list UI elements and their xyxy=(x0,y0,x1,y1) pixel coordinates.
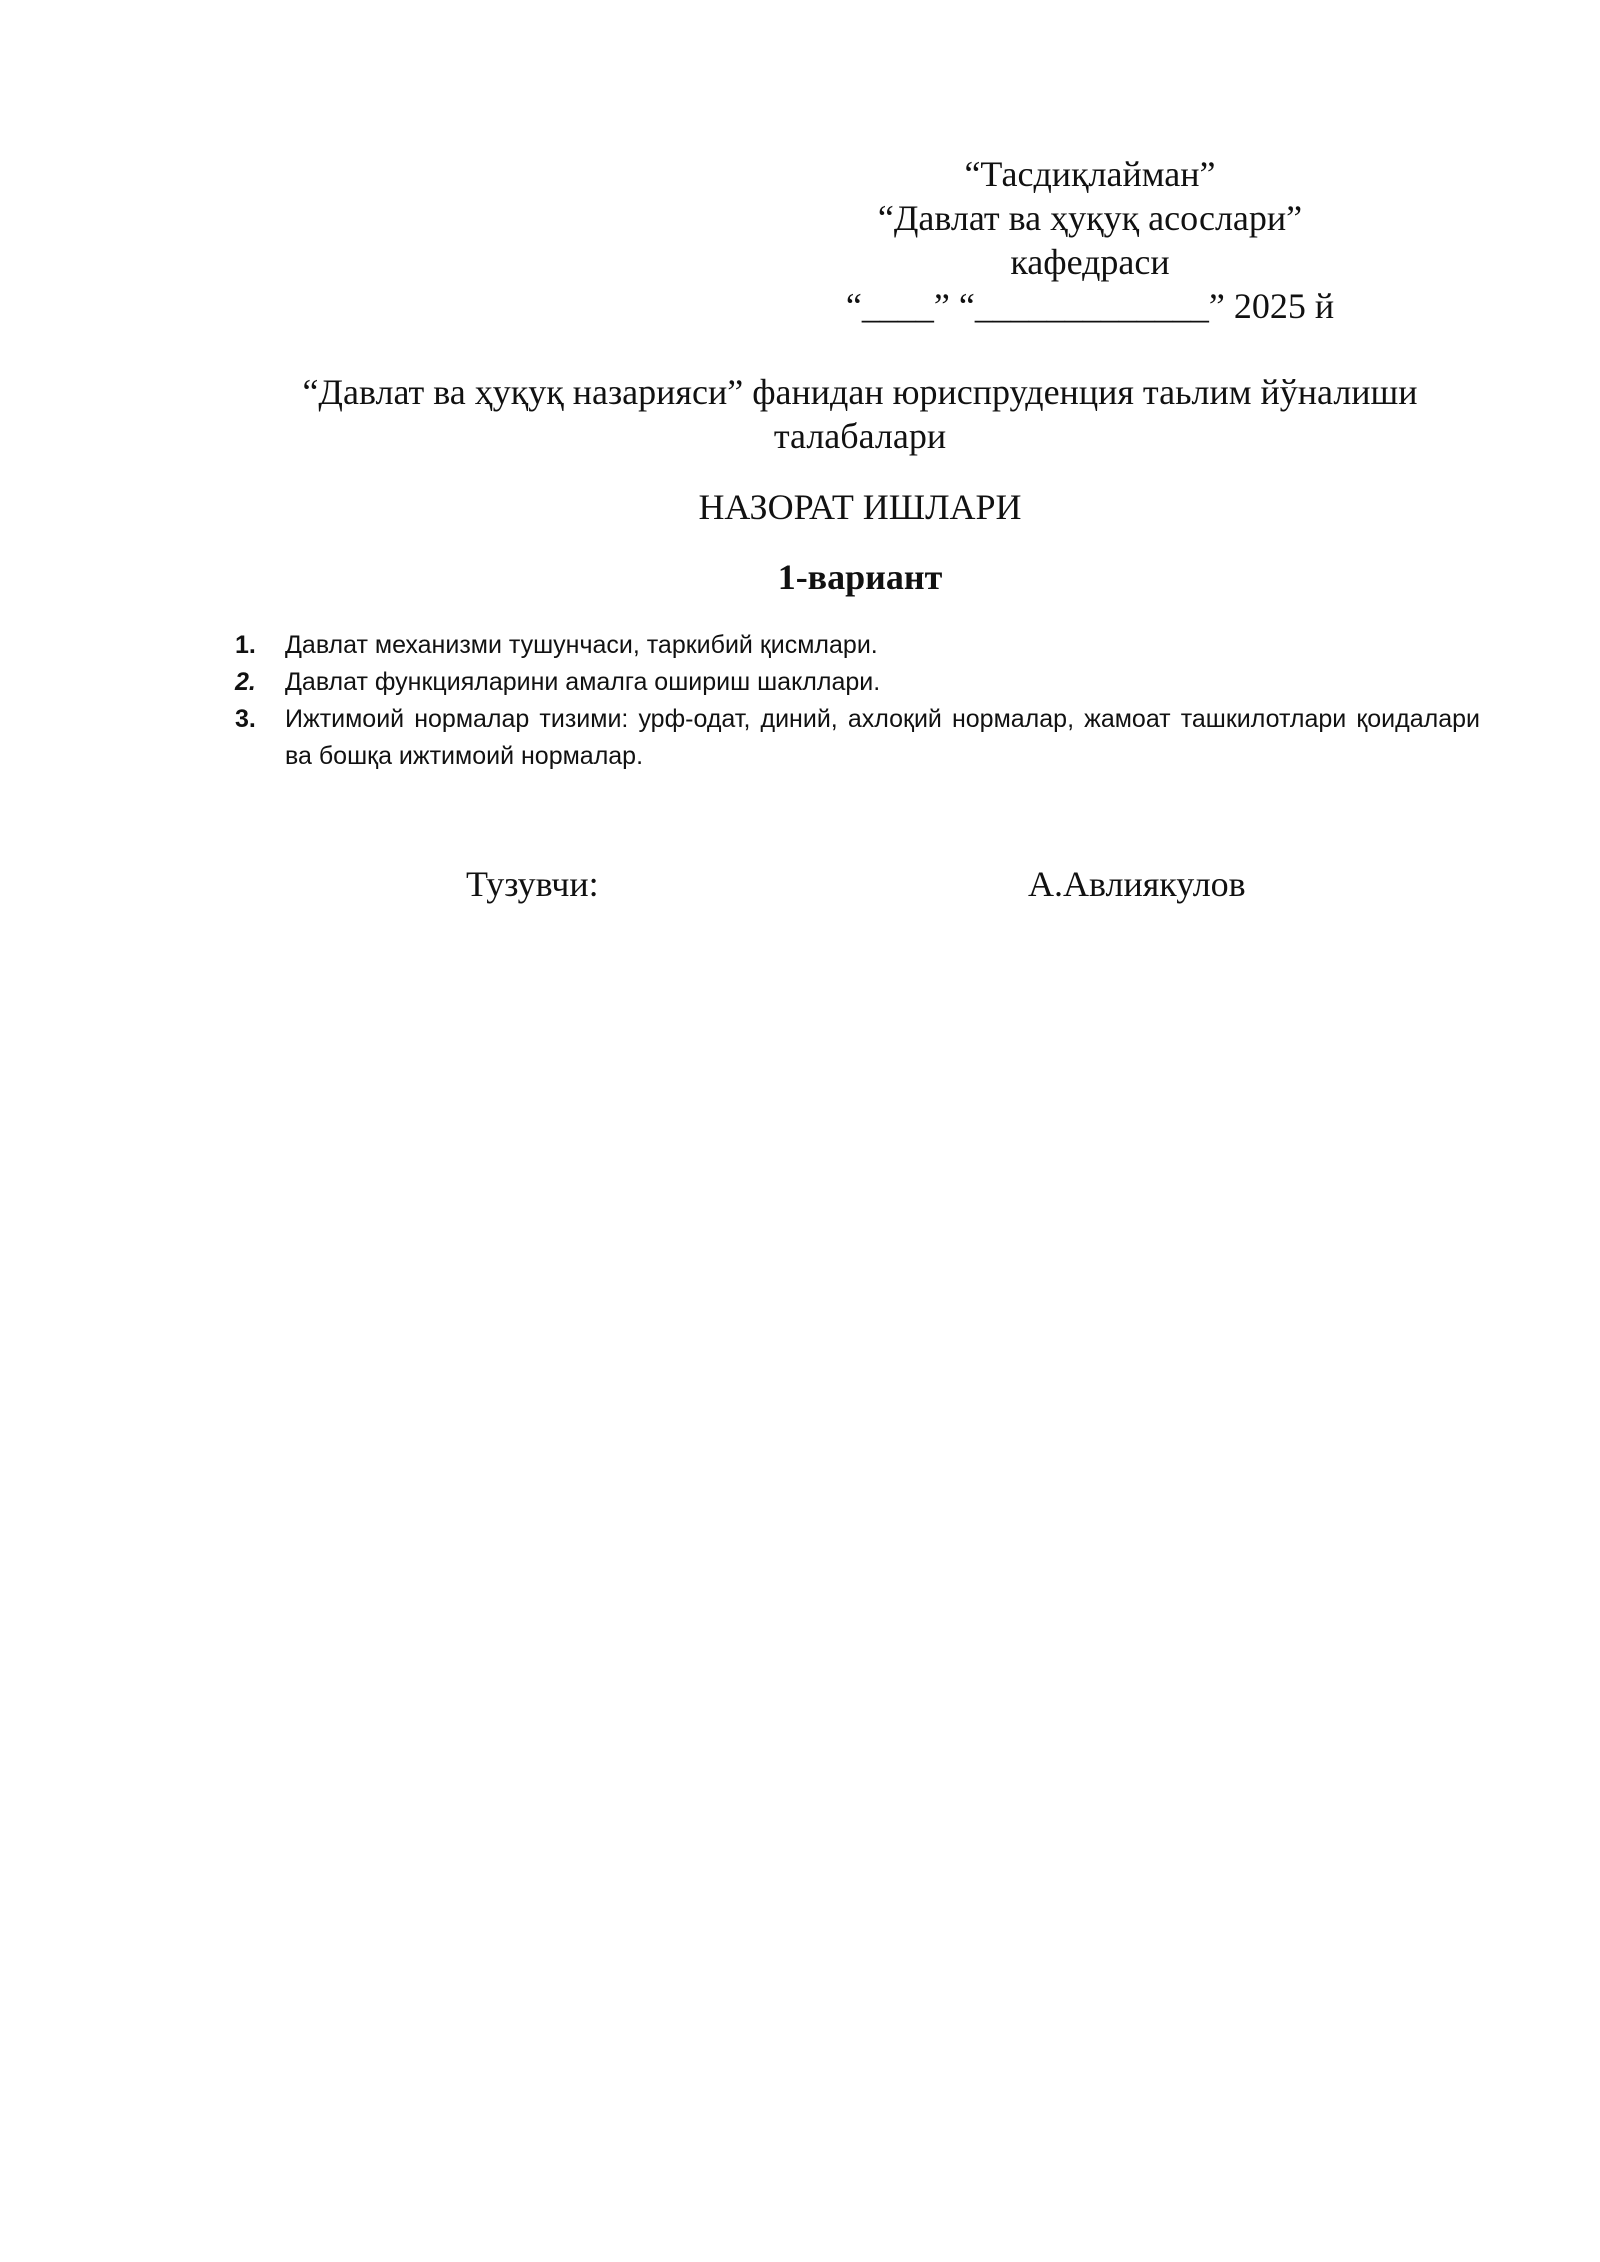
question-number: 2. xyxy=(235,668,256,696)
approval-heading: “Тасдиқлайман” xyxy=(964,154,1216,194)
approval-date-line: “____” “_____________” 2025 й xyxy=(845,286,1335,326)
compiler-name: А.Авлиякулов xyxy=(1028,864,1246,904)
compiler-label: Тузувчи: xyxy=(466,864,599,904)
question-text: Давлат механизми тушунчаси, таркибий қисмлари. xyxy=(285,631,878,659)
question-item xyxy=(235,627,1480,664)
document-title: НАЗОРАТ ИШЛАРИ xyxy=(698,487,1022,527)
question-item xyxy=(235,664,1480,701)
question-list xyxy=(235,627,1480,775)
question-item xyxy=(235,701,1480,775)
approval-department-name: “Давлат ва ҳуқуқ асослари” xyxy=(877,198,1303,238)
question-text: Ижтимоий нормалар тизими: урф-одат, диний, ахлоқий нормалар, жамоат ташкилотлари қоидалари ва бошқа ижтимоий нормалар. xyxy=(285,705,1480,770)
approval-department-label: кафедраси xyxy=(1010,242,1170,282)
question-number: 3. xyxy=(235,705,256,733)
question-number: 1. xyxy=(235,631,256,659)
subject-line: “Давлат ва ҳуқуқ назарияси” фанидан юриспруденция таьлим йўналиши талабалари xyxy=(302,372,1418,456)
variant-heading: 1-вариант xyxy=(777,557,943,597)
approval-block xyxy=(820,152,1360,328)
question-text: Давлат функцияларини амалга ошириш шакллари. xyxy=(285,668,881,696)
